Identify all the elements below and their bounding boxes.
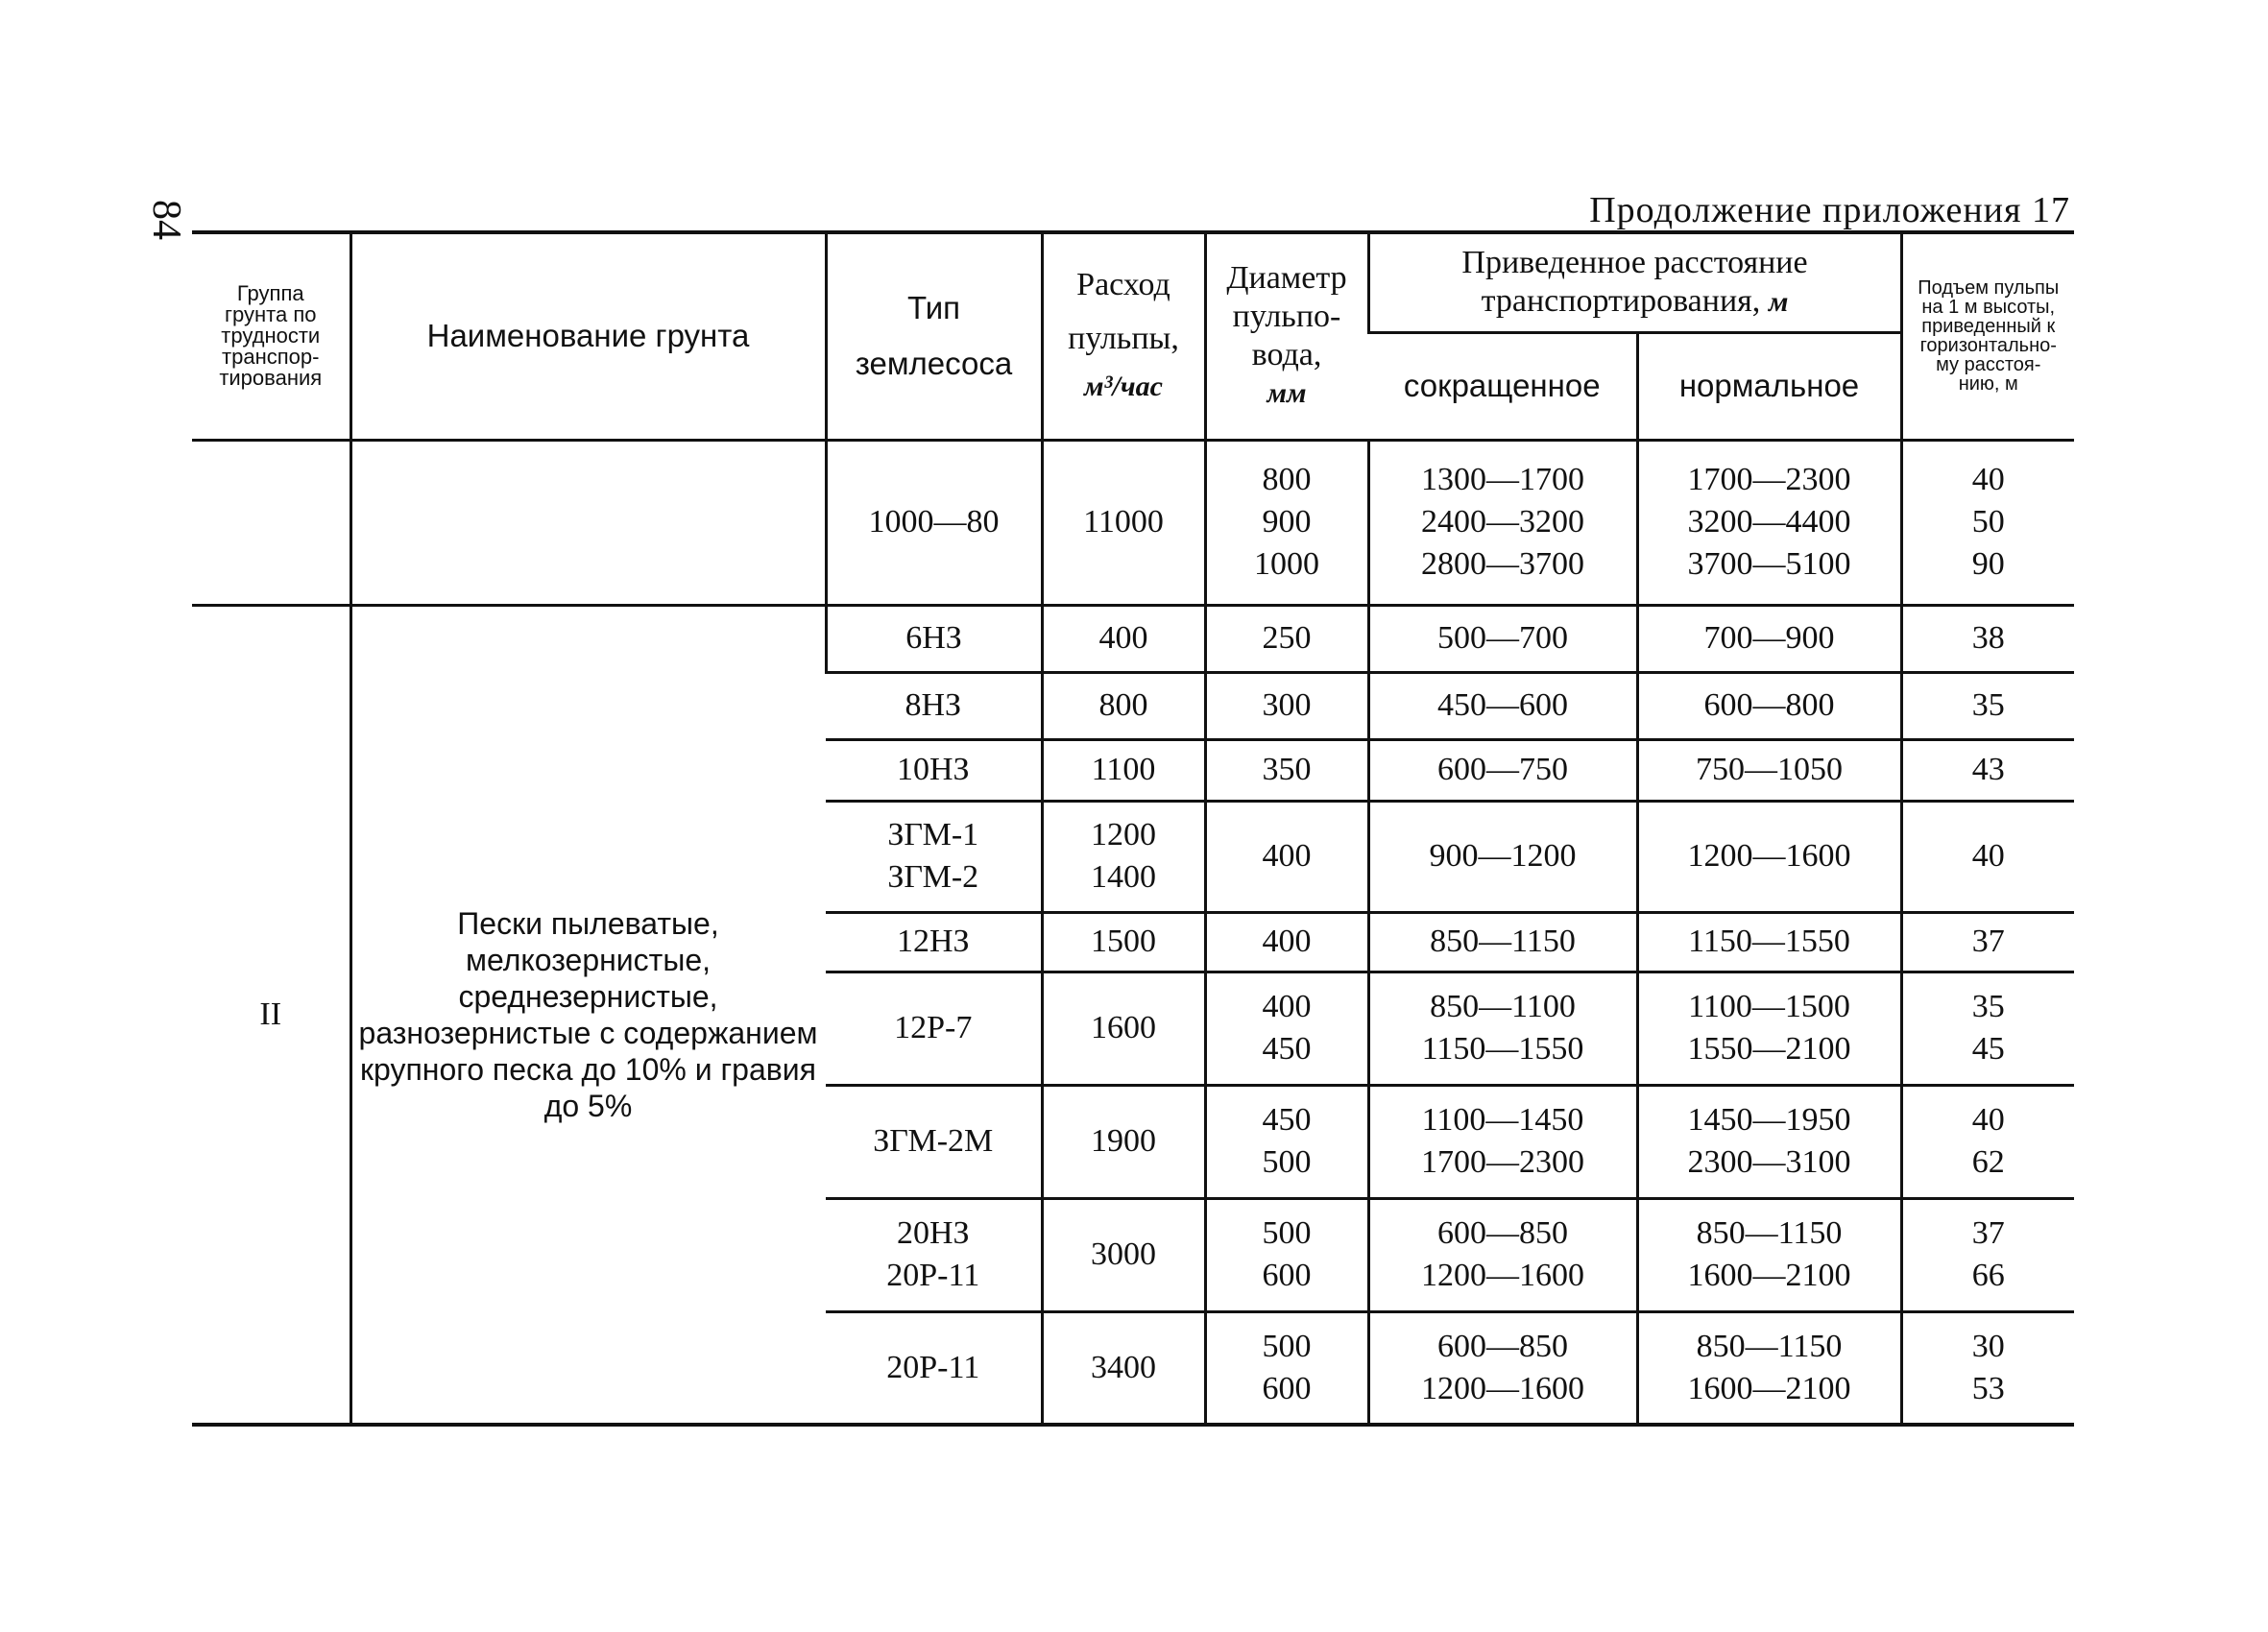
pump-cell: 10НЗ [826,739,1042,801]
soil-description: Пески пылеватые, мелкозернистые, среднезернистые, разнозернистые с содержанием крупного песка до 10% и гравия до 5% [350,605,826,1425]
pump-cell: ЗГМ-1 ЗГМ-2 [826,801,1042,912]
pump-table [192,230,2074,1427]
short-distance-cell: 1300—1700 2400—3200 2800—3700 [1368,440,1637,605]
normal-distance-cell: 1700—2300 3200—4400 3700—5100 [1637,440,1901,605]
header-lift: Подъем пульпы на 1 м высоты, приведенный к горизонтально- му расстоя- нию, м [1901,232,2074,440]
header-group: Группа грунта по трудности транспор- тирования [192,232,350,440]
diameter-cell: 400 450 [1205,972,1368,1085]
diameter-cell: 500 600 [1205,1198,1368,1311]
normal-distance-cell: 1450—1950 2300—3100 [1637,1085,1901,1198]
lift-cell: 40 50 90 [1901,440,2074,605]
soil-cell-empty [350,440,826,605]
flow-cell: 1100 [1042,739,1205,801]
lift-cell: 38 [1901,605,2074,672]
continuation-label: Продолжение приложения 17 [1589,190,2070,230]
lift-cell: 43 [1901,739,2074,801]
normal-distance-cell: 600—800 [1637,672,1901,739]
short-distance-cell: 1100—1450 1700—2300 [1368,1085,1637,1198]
short-distance-cell: 450—600 [1368,672,1637,739]
lift-cell: 30 53 [1901,1311,2074,1425]
normal-distance-cell: 750—1050 [1637,739,1901,801]
normal-distance-cell: 1200—1600 [1637,801,1901,912]
short-distance-cell: 600—850 1200—1600 [1368,1198,1637,1311]
pump-cell: 6НЗ [826,605,1042,672]
short-distance-cell: 850—1100 1150—1550 [1368,972,1637,1085]
diameter-cell: 400 [1205,801,1368,912]
diameter-cell: 800 900 1000 [1205,440,1368,605]
normal-distance-cell: 850—1150 1600—2100 [1637,1311,1901,1425]
short-distance-cell: 600—850 1200—1600 [1368,1311,1637,1425]
pump-cell: 20Р-11 [826,1311,1042,1425]
diameter-cell: 500 600 [1205,1311,1368,1425]
diameter-cell: 250 [1205,605,1368,672]
lift-cell: 35 [1901,672,2074,739]
pump-cell: 20НЗ 20Р-11 [826,1198,1042,1311]
lift-cell: 37 [1901,912,2074,972]
diameter-cell: 400 [1205,912,1368,972]
lift-cell: 40 [1901,801,2074,912]
flow-cell: 11000 [1042,440,1205,605]
short-distance-cell: 600—750 [1368,739,1637,801]
diameter-cell: 450 500 [1205,1085,1368,1198]
header-diameter: Диаметр пульпо- вода, мм [1205,232,1368,440]
page-number: 84 [144,200,188,240]
header-distance-normal: нормальное [1637,332,1901,440]
normal-distance-cell: 1100—1500 1550—2100 [1637,972,1901,1085]
flow-cell: 3000 [1042,1198,1205,1311]
lift-cell: 37 66 [1901,1198,2074,1311]
short-distance-cell: 500—700 [1368,605,1637,672]
flow-cell: 1200 1400 [1042,801,1205,912]
pump-cell: 1000—80 [826,440,1042,605]
pump-cell: 12НЗ [826,912,1042,972]
header-distance-short: сокращенное [1368,332,1637,440]
flow-cell: 1600 [1042,972,1205,1085]
pump-cell: 12Р-7 [826,972,1042,1085]
header-soil-name: Наименование грунта [350,232,826,440]
diameter-cell: 350 [1205,739,1368,801]
flow-cell: 3400 [1042,1311,1205,1425]
header-distance: Приведенное расстояние транспортирования, м [1368,232,1901,332]
lift-cell: 40 62 [1901,1085,2074,1198]
header-pump-type: Тип землесоса [826,232,1042,440]
normal-distance-cell: 850—1150 1600—2100 [1637,1198,1901,1311]
flow-cell: 400 [1042,605,1205,672]
flow-cell: 1900 [1042,1085,1205,1198]
pump-cell: ЗГМ-2М [826,1085,1042,1198]
flow-cell: 800 [1042,672,1205,739]
flow-cell: 1500 [1042,912,1205,972]
lift-cell: 35 45 [1901,972,2074,1085]
pump-cell: 8НЗ [826,672,1042,739]
short-distance-cell: 850—1150 [1368,912,1637,972]
diameter-cell: 300 [1205,672,1368,739]
group-cell-empty [192,440,350,605]
short-distance-cell: 900—1200 [1368,801,1637,912]
header-flow: Расход пульпы, м³/час [1042,232,1205,440]
group-id: II [259,996,282,1032]
normal-distance-cell: 700—900 [1637,605,1901,672]
normal-distance-cell: 1150—1550 [1637,912,1901,972]
